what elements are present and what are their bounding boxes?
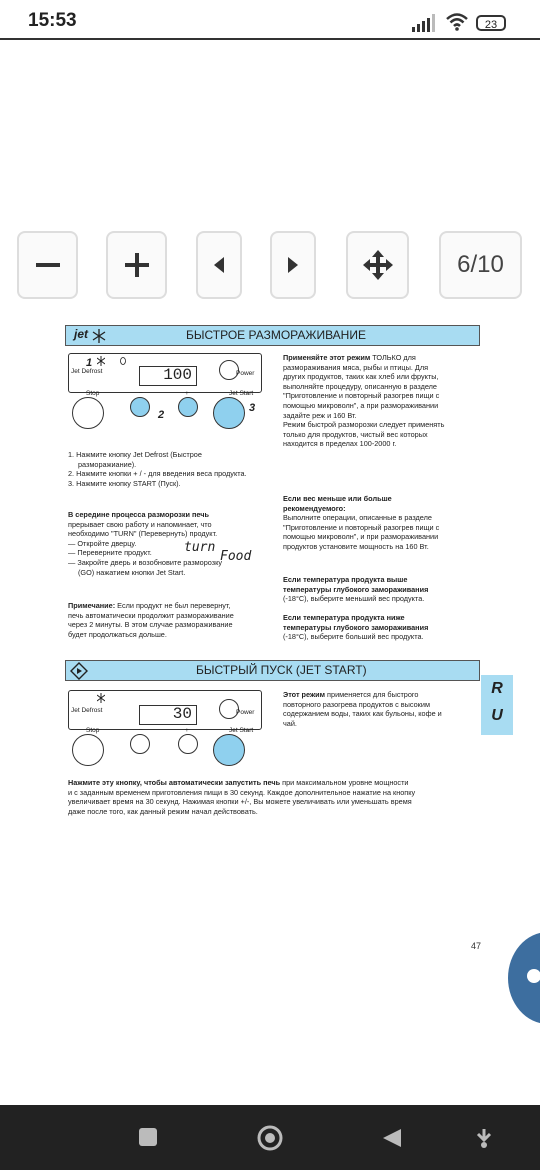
display-screen-2: 30 <box>139 705 197 725</box>
weight-line-2: "Приготовление и повторный разогрев пищи с <box>283 522 440 532</box>
snowflake-small-icon <box>97 356 105 366</box>
jet-defrost-label-2: Jet Defrost <box>71 707 103 714</box>
weight-text <box>283 494 439 552</box>
jet-start-usage-heading: Этот режим <box>283 690 326 699</box>
usage-line-5: "Приготовление и повторный разогрев пищи с <box>283 391 440 401</box>
stop-button[interactable] <box>72 397 104 429</box>
jet-start-usage-line-2: повторного разогрева продуктов с высоким <box>283 699 430 709</box>
note-line-4: будет продолжаться дольше. <box>68 629 167 639</box>
control-panel-defrost <box>68 353 262 393</box>
note-label: Примечание: <box>68 601 116 610</box>
middle-heading: В середине процесса разморозки печь <box>68 510 210 519</box>
section-header-jet-start <box>65 660 480 681</box>
jet-start-label-2: Jet Start <box>229 727 254 734</box>
usage-line-10: находится в пределах 100-2000 г. <box>283 439 397 449</box>
jet-start-usage-text <box>283 690 442 728</box>
minus-button-2[interactable] <box>130 734 150 754</box>
usage-line-9: только для продуктов, чистый вес которых <box>283 429 428 439</box>
temp-below-heading-2: температуры глубокого замораживания <box>283 622 429 632</box>
power-label-2: Power <box>236 709 255 716</box>
minus-button[interactable] <box>130 397 150 417</box>
zoom-in-button[interactable] <box>106 231 167 299</box>
plus-icon <box>123 251 151 279</box>
plus-button-2[interactable] <box>178 734 198 754</box>
usage-line-4: выполняйте процедуру, описанную в разделе <box>283 381 437 391</box>
page-indicator: 6/10 <box>457 251 504 278</box>
weight-line-1: Выполните операции, описанные в разделе <box>283 513 432 523</box>
display-screen: 100 <box>139 366 197 386</box>
language-tab-letter-u: U <box>491 707 503 724</box>
jet-start-bottom-text <box>68 778 415 816</box>
recent-apps-button[interactable] <box>138 1127 158 1147</box>
battery-indicator: 23 <box>476 15 506 31</box>
stop-button-2[interactable] <box>72 734 104 766</box>
jet-start-usage-line-4: чай. <box>283 718 297 728</box>
usage-line-2: размораживания мяса, рыбы и птицы. Для <box>283 362 429 372</box>
page-number: 47 <box>471 941 482 951</box>
weight-heading-2: рекомендуемого: <box>283 503 346 513</box>
triangle-left-icon <box>212 256 226 274</box>
jet-start-button-2[interactable] <box>213 734 245 766</box>
middle-line-1: прерывает свою работу и напоминает, что <box>68 519 212 529</box>
handwriting-turn: turn <box>184 540 216 555</box>
callout-1: 1 <box>86 357 93 369</box>
step-3: 3. Нажмите кнопку START (Пуск). <box>68 478 181 488</box>
triangle-right-icon <box>286 256 300 274</box>
plus-label-2: + <box>185 727 189 734</box>
snowflake-icon <box>92 328 106 344</box>
start-diamond-icon <box>70 662 88 680</box>
usage-line-7: задайте реж и 160 Вт. <box>283 410 357 420</box>
home-button[interactable] <box>256 1124 284 1152</box>
handwriting-food: Food <box>220 549 252 564</box>
stop-label-2: Stop <box>86 727 100 734</box>
plus-button[interactable] <box>178 397 198 417</box>
previous-page-button[interactable] <box>196 231 242 299</box>
weight-line-3: помощью микроволн", и при размораживании <box>283 532 439 542</box>
usage-line-3: других продуктов, таких как хлеб или фрукты, <box>283 372 439 382</box>
temp-above-heading-1: Если температура продукта выше <box>283 575 408 584</box>
minus-label-2: − <box>139 727 143 734</box>
temp-below-text <box>283 613 428 642</box>
jet-start-bottom-heading: Нажмите эту кнопку, чтобы автоматически запустить печь <box>68 778 281 787</box>
jet-start-button[interactable] <box>213 397 245 429</box>
middle-line-6: (GO) нажатием кнопки Jet Start. <box>78 567 186 577</box>
jet-start-bottom-line-1: при максимальном уровне мощности <box>280 778 409 787</box>
minus-icon <box>34 251 62 279</box>
middle-line-5: — Закройте дверь и возобновите разморозку <box>68 557 223 567</box>
middle-line-4: — Переверните продукт. <box>68 548 152 558</box>
steps-list <box>68 450 247 488</box>
jet-defrost-label: Jet Defrost <box>71 368 103 375</box>
temp-above-heading-2: температуры глубокого замораживания <box>283 584 429 594</box>
callout-3: 3 <box>249 402 256 414</box>
middle-line-2: необходимо "TURN" (Перевернуть) продукт. <box>68 529 218 539</box>
note-line-3: через 2 минуты. В этом случае размораживание <box>68 620 233 630</box>
jet-start-bottom-line-3: увеличивает время на 30 секунд. Нажимая кнопки +/-, Вы можете увеличивать или уменьшать время <box>68 797 412 807</box>
jet-start-bottom-line-4: даже после того, как данный режим начал действовать. <box>68 806 258 816</box>
signal-icon <box>412 14 438 32</box>
note-line-1: Если продукт не был перевернут, <box>115 601 231 610</box>
section-header-defrost <box>65 325 480 346</box>
usage-line-1: ТОЛЬКО для <box>370 353 416 362</box>
usage-line-8: Режим быстрой разморозки следует применять <box>283 420 445 430</box>
jet-logo: jet <box>74 327 89 341</box>
status-bar <box>0 0 540 44</box>
minus-label: − <box>139 390 143 397</box>
usage-line-6: помощью микроволн", а при размораживании <box>283 400 439 410</box>
jet-start-label: Jet Start <box>229 390 254 397</box>
status-time: 15:53 <box>28 10 77 31</box>
page-indicator-button[interactable] <box>439 231 522 299</box>
plus-label: + <box>185 390 189 397</box>
header-divider <box>0 38 540 40</box>
temp-above-text <box>283 575 428 604</box>
section-title-jet-start: БЫСТРЫЙ ПУСК (JET START) <box>196 663 367 677</box>
bulb-icon <box>120 357 126 367</box>
step-1: 1. Нажмите кнопку Jet Defrost (Быстрое <box>68 450 202 459</box>
weight-heading-1: Если вес меньше или больше <box>283 494 392 503</box>
temp-below-line: (-18°C), выберите больший вес продукта. <box>283 632 424 642</box>
jet-start-usage-line-3: содержанием воды, таких как бульоны, кофе и <box>283 709 442 719</box>
language-tab-letter-r: R <box>491 680 503 697</box>
snowflake-small-icon <box>97 693 105 703</box>
stop-label: Stop <box>86 390 100 397</box>
usage-text <box>283 353 444 449</box>
note-text <box>68 601 234 639</box>
download-arrow-icon[interactable] <box>473 1127 495 1149</box>
temp-above-line: (-18°C), выберите меньший вес продукта. <box>283 594 425 604</box>
jet-start-bottom-line-2: и с заданным временем приготовления пищи в 30 секунд. Каждое дополнительное нажатие на кнопку <box>68 787 416 797</box>
control-panel-jet-start <box>68 690 262 730</box>
next-page-button[interactable] <box>270 231 316 299</box>
weight-line-4: продуктов установите мощность на 160 Вт. <box>283 541 429 551</box>
callout-2: 2 <box>158 409 165 421</box>
middle-line-3: — Откройте дверцу. <box>68 538 137 548</box>
wifi-icon <box>445 12 469 32</box>
system-navigation-bar <box>0 1105 540 1170</box>
back-button[interactable] <box>381 1127 403 1149</box>
power-label: Power <box>236 370 255 377</box>
floating-bubble-dot <box>527 969 540 983</box>
pan-button[interactable] <box>346 231 409 299</box>
step-1-cont: разморажиание). <box>78 459 137 469</box>
note-line-2: печь автоматически продолжит размораживание <box>68 610 234 620</box>
step-2: 2. Нажмите кнопки + / - для введения веса продукта. <box>68 469 247 479</box>
usage-heading: Применяйте этот режим <box>283 353 371 362</box>
language-tab-ru <box>481 675 513 735</box>
zoom-out-button[interactable] <box>17 231 78 299</box>
temp-below-heading-1: Если температура продукта ниже <box>283 613 405 622</box>
move-arrows-icon <box>363 250 393 280</box>
jet-start-usage-line-1: применяется для быстрого <box>325 690 419 699</box>
section-title-defrost: БЫСТРОЕ РАЗМОРАЖИВАНИЕ <box>186 328 366 342</box>
